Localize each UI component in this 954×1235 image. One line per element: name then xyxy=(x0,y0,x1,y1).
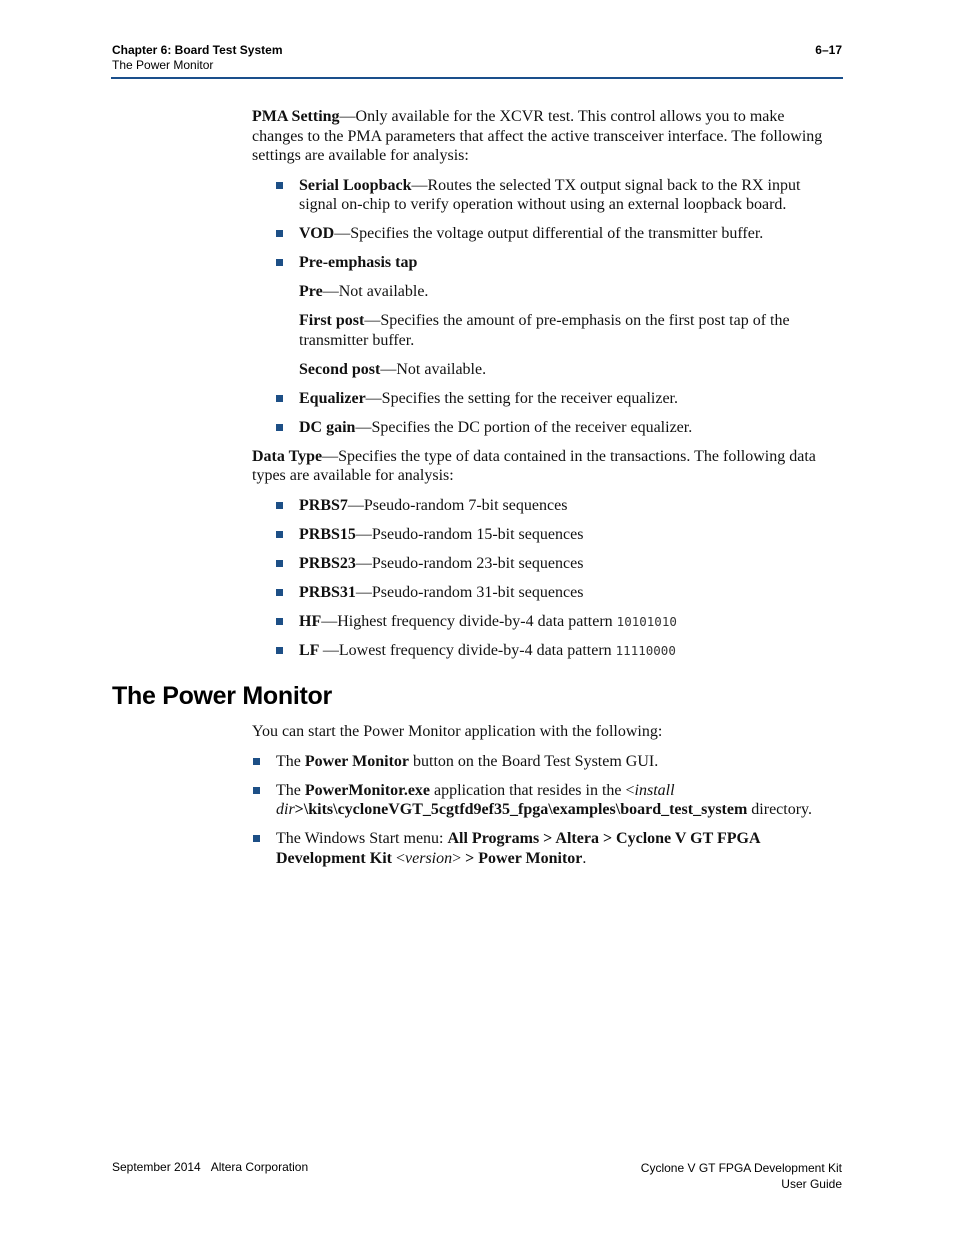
item-term: HF xyxy=(299,612,322,630)
item-desc: —Specifies the DC portion of the receiver equalizer. xyxy=(355,418,693,436)
tap-term: Pre xyxy=(299,283,323,300)
pma-setting-term: PMA Setting xyxy=(252,108,340,125)
section-name: The Power Monitor xyxy=(112,58,214,72)
bullet-square-icon xyxy=(276,589,283,596)
bullet-square-icon xyxy=(276,618,283,625)
item-desc: —Routes the selected TX output signal back to the RX input signal on-chip to verify operation without using an external loopback board. xyxy=(299,176,801,213)
pma-settings-list xyxy=(252,176,832,273)
text-run: The xyxy=(276,752,305,770)
tap-term: First post xyxy=(299,312,365,329)
text-run: The Windows Start menu: xyxy=(276,830,448,847)
path-placeholder: install dir xyxy=(276,781,675,818)
data-type-term: Data Type xyxy=(252,447,323,465)
list-item xyxy=(252,583,832,603)
section-heading: The Power Monitor xyxy=(112,682,332,710)
item-desc: —Highest frequency divide-by-4 data pattern xyxy=(321,612,617,630)
list-item xyxy=(252,496,832,516)
bullet-square-icon xyxy=(253,835,260,842)
tap-second-post xyxy=(252,360,832,380)
install-path: >\kits\cycloneVGT_5cgtfd9ef35_fpga\examples\board_test_system xyxy=(294,801,748,818)
text-run: < xyxy=(391,849,406,867)
executable-name: PowerMonitor.exe xyxy=(304,781,431,799)
footer-product: Cyclone V GT FPGA Development Kit xyxy=(640,1161,842,1175)
item-desc: —Specifies the setting for the receiver equalizer. xyxy=(365,389,678,407)
footer-left xyxy=(112,1160,308,1174)
bullet-square-icon xyxy=(276,424,283,431)
item-desc: —Lowest frequency divide-by-4 data pattern xyxy=(322,641,616,659)
gui-button-name: Power Monitor xyxy=(304,752,409,770)
item-desc: —Specifies the voltage output differential of the transmitter buffer. xyxy=(334,225,764,242)
bullet-square-icon xyxy=(276,182,283,189)
bit-pattern-code: 10101010 xyxy=(616,613,677,629)
bit-pattern-code: 11110000 xyxy=(615,642,676,658)
list-item xyxy=(252,525,832,545)
version-placeholder: version xyxy=(405,849,453,867)
data-type-desc: —Specifies the type of data contained in the transactions. The following data types are available for analysis: xyxy=(252,447,816,484)
running-header xyxy=(112,43,283,73)
list-item xyxy=(252,752,832,772)
list-item xyxy=(252,418,832,438)
tap-desc: —Not available. xyxy=(380,360,487,378)
bullet-square-icon xyxy=(276,647,283,654)
power-monitor-content xyxy=(252,722,832,878)
item-term: PRBS31 xyxy=(299,583,356,601)
bullet-square-icon xyxy=(253,787,260,794)
main-content xyxy=(252,107,832,670)
item-term: LF xyxy=(299,641,323,659)
tap-pre xyxy=(252,282,832,302)
text-run: . xyxy=(582,849,587,867)
page-number: 6–17 xyxy=(815,43,842,57)
text-run: > xyxy=(452,849,466,867)
text-run: application that resides in the < xyxy=(430,781,635,799)
item-desc: —Pseudo-random 23-bit sequences xyxy=(355,554,584,572)
list-item xyxy=(252,389,832,409)
item-term: PRBS15 xyxy=(299,525,356,543)
bullet-square-icon xyxy=(276,395,283,402)
bullet-square-icon xyxy=(276,259,283,266)
power-monitor-intro: You can start the Power Monitor application with the following: xyxy=(252,723,663,740)
item-term: Pre-emphasis tap xyxy=(299,254,418,271)
footer-right xyxy=(641,1160,842,1192)
header-rule xyxy=(111,77,843,79)
list-item xyxy=(252,176,832,215)
menu-path: All Programs > Altera > Cyclone V GT FPGA Development Kit xyxy=(276,830,760,867)
tap-desc: —Specifies the amount of pre-emphasis on the first post tap of the transmitter buffer. xyxy=(299,312,790,349)
chapter-title: Chapter 6: Board Test System xyxy=(112,43,283,57)
pma-setting-desc: —Only available for the XCVR test. This control allows you to make changes to the PMA parameters that affect the active transceiver interface. The following settings are available for analysis: xyxy=(252,108,823,164)
item-desc: —Pseudo-random 15-bit sequences xyxy=(355,525,584,543)
item-term: VOD xyxy=(299,225,335,242)
text-run: button on the Board Test System GUI. xyxy=(409,752,659,770)
item-term: Serial Loopback xyxy=(299,176,412,194)
bullet-square-icon xyxy=(276,230,283,237)
list-item xyxy=(252,253,832,273)
item-term: PRBS23 xyxy=(299,554,356,572)
list-item xyxy=(252,781,832,820)
menu-item: > Power Monitor xyxy=(465,849,583,867)
tap-first-post xyxy=(252,311,832,350)
bullet-square-icon xyxy=(276,531,283,538)
launch-methods-list xyxy=(252,752,832,869)
footer-company: Altera Corporation xyxy=(210,1160,309,1174)
tap-desc: —Not available. xyxy=(322,283,429,300)
bullet-square-icon xyxy=(253,758,260,765)
item-term: DC gain xyxy=(299,418,356,436)
item-term: Equalizer xyxy=(299,389,366,407)
list-item xyxy=(252,224,832,244)
pma-setting-paragraph xyxy=(252,107,832,166)
text-run: The xyxy=(276,781,305,799)
bullet-square-icon xyxy=(276,502,283,509)
list-item xyxy=(252,641,832,661)
bullet-square-icon xyxy=(276,560,283,567)
item-desc: —Pseudo-random 7-bit sequences xyxy=(347,496,568,514)
data-type-paragraph xyxy=(252,447,832,486)
item-term: PRBS7 xyxy=(299,496,348,514)
footer-doc-type: User Guide xyxy=(781,1177,842,1191)
list-item xyxy=(252,612,832,632)
list-item xyxy=(252,829,832,868)
tap-term: Second post xyxy=(299,360,381,378)
pma-settings-list-cont xyxy=(252,389,832,438)
footer-date: September 2014 xyxy=(112,1160,201,1174)
item-desc: —Pseudo-random 31-bit sequences xyxy=(355,583,584,601)
list-item xyxy=(252,554,832,574)
data-types-list xyxy=(252,496,832,661)
text-run: directory. xyxy=(747,801,813,818)
